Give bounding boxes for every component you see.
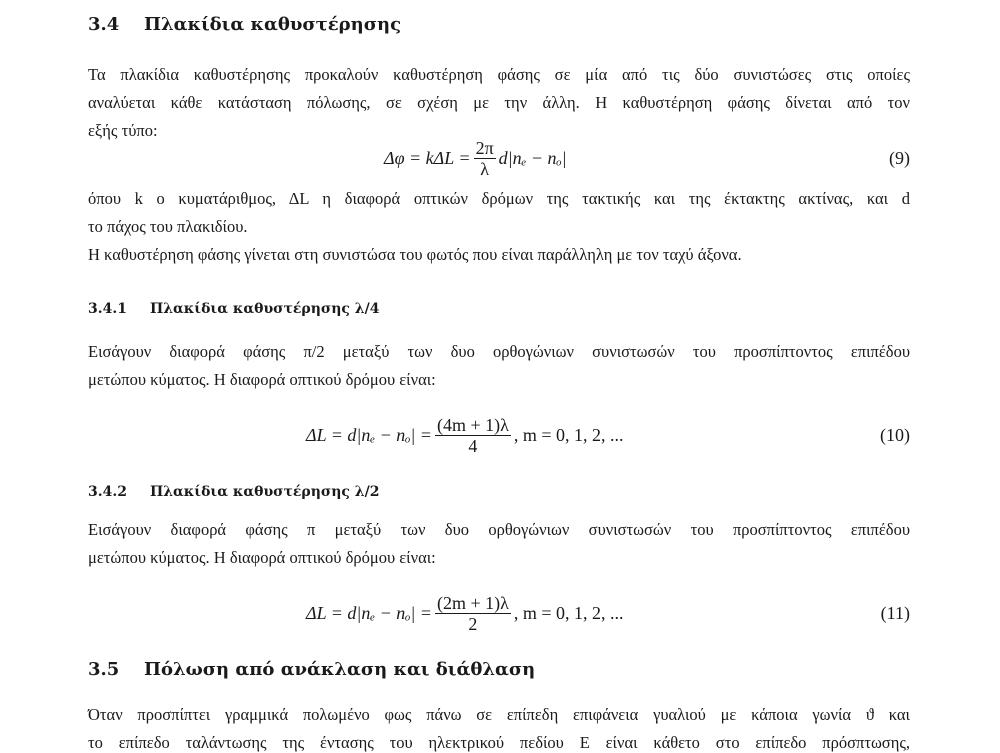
section-title: Πλακίδια καθυστέρησης λ/2 [150,484,380,500]
equation-rhs: , m = 0, 1, 2, ... [513,424,624,445]
section-number: 3.4.2 [88,484,127,500]
section-heading-3-5 [88,659,535,680]
paragraph-line: Εισάγουν διαφορά φάσης π/2 μεταξύ των δυο ορθογώνιων συνιστωσών του προσπίπτοντος επιπέδου [88,342,910,361]
equation-number: (11) [880,603,910,623]
equation-lhs: ΔL = d|nₑ − nₒ| = [306,424,432,445]
section-heading-3-4-1 [88,301,379,317]
equation-11 [88,591,910,635]
paragraph-line: Όταν προσπίπτει γραμμικά πολωμένο φως πάνω σε επίπεδη επιφάνεια γυαλιού με κάποια γωνία ϑ και [88,705,910,724]
paragraph-line: εξής τύπο: [88,121,158,140]
fraction-denominator: 4 [468,435,478,456]
paragraph-line: Η καθυστέρηση φάσης γίνεται στη συνιστώσα του φωτός που είναι παράλληλη με τον ταχύ άξονα. [88,245,742,264]
section-number: 3.4.1 [88,301,127,317]
equation-9 [88,136,910,180]
section-number: 3.4 [88,14,120,35]
section-number: 3.5 [88,659,120,680]
equation-number: (9) [889,148,910,168]
section-title: Πλακίδια καθυστέρησης λ/4 [150,301,380,317]
section-title: Πλακίδια καθυστέρησης [144,14,402,35]
section-title: Πόλωση από ανάκλαση και διάθλαση [144,659,536,680]
section-heading-3-4 [88,14,401,35]
equation-lhs: Δφ = kΔL = [384,147,471,168]
section-heading-3-4-2 [88,484,379,500]
equation-rhs: , m = 0, 1, 2, ... [513,602,624,623]
paragraph-line: το επίπεδο ταλάντωσης της έντασης του ηλεκτρικού πεδίου E είναι κάθετο στο επίπεδο πρόσπτωσης, [88,733,910,752]
equation-rhs: d|nₑ − nₒ| [498,147,567,168]
fraction-numerator: (4m + 1)λ [436,414,509,435]
fraction-denominator: 2 [468,613,478,634]
equation-number: (10) [880,425,910,445]
fraction-denominator: λ [480,158,489,179]
equation-lhs: ΔL = d|nₑ − nₒ| = [306,602,432,623]
equation-10 [88,413,910,457]
paragraph-line: Τα πλακίδια καθυστέρησης προκαλούν καθυστέρηση φάσης σε μία από τις δύο συνιστώσες στις οποίες [88,65,910,84]
paragraph-line: μετώπου κύματος. Η διαφορά οπτικού δρόμου είναι: [88,370,436,389]
fraction-numerator: (2m + 1)λ [436,592,509,613]
fraction-numerator: 2π [475,137,494,158]
paragraph-line: μετώπου κύματος. Η διαφορά οπτικού δρόμου είναι: [88,548,436,567]
paragraph-line: Εισάγουν διαφορά φάσης π μεταξύ των δυο ορθογώνιων συνιστωσών του προσπίπτοντος επιπέδου [88,520,910,539]
paragraph-line: όπου k ο κυματάριθμος, ΔL η διαφορά οπτικών δρόμων της τακτικής και της έκτακτης ακτίνας, και d [88,189,910,208]
paragraph-line: αναλύεται κάθε κατάσταση πόλωσης, σε σχέση με την άλλη. Η καθυστέρηση φάσης δίνεται από τον [88,93,910,112]
paragraph-line: το πάχος του πλακιδίου. [88,217,248,236]
